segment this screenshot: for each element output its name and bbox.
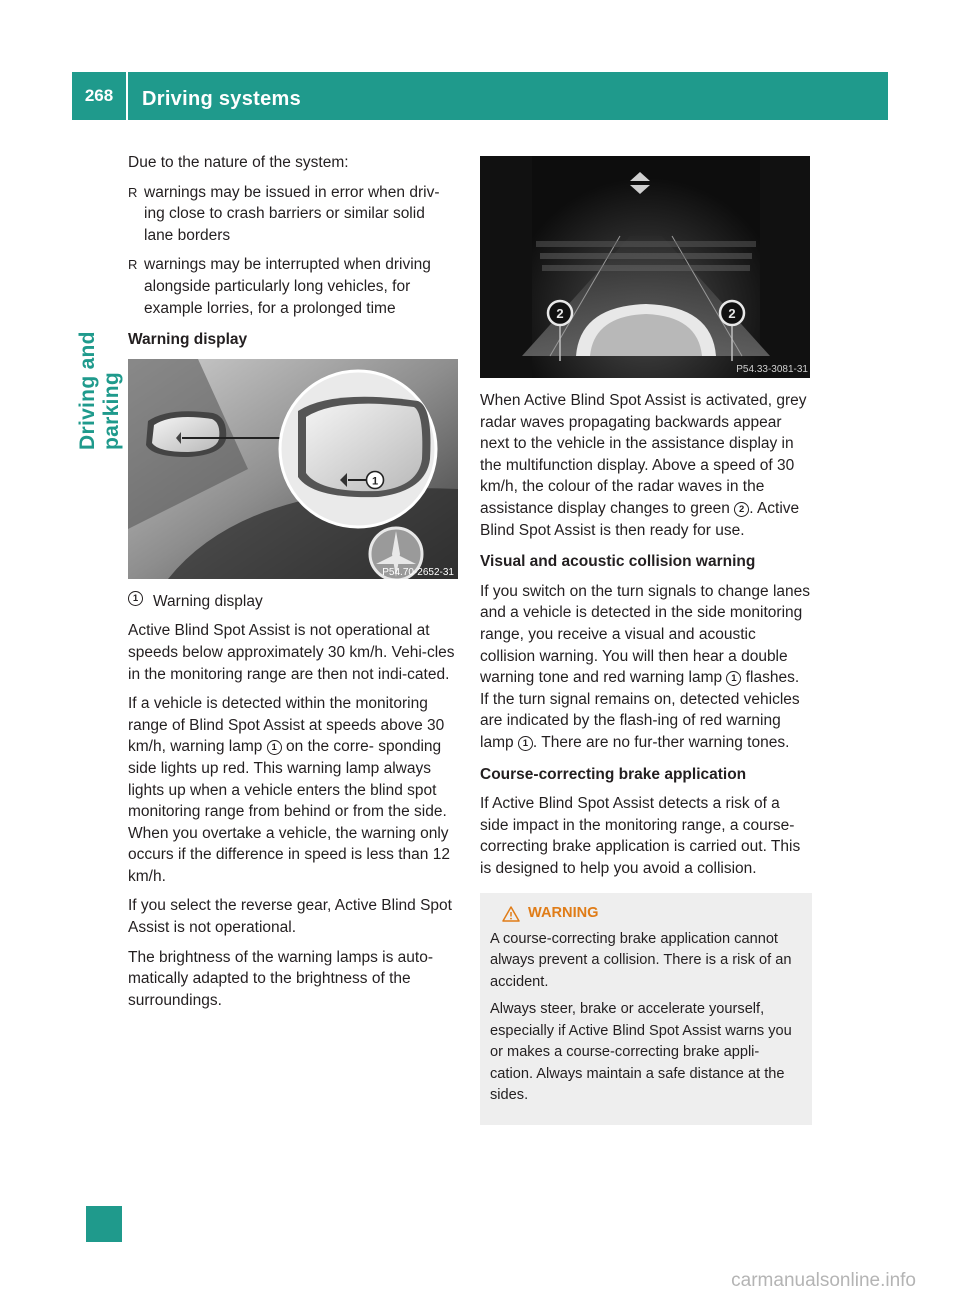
figure1-callout: 1 xyxy=(371,475,379,488)
paragraph-text: If you switch on the turn signals to change lanes and a vehicle is detected in the side monitoring range, you receive a visual and acoustic collision warning. You will then hear a double warning tone and red warning lamp xyxy=(480,582,811,687)
bullet-text: warnings may be interrupted when driving alongside particularly long vehicles, for example lorries, for a prolonged time xyxy=(144,256,431,317)
callout-number: 1 xyxy=(128,591,143,606)
mirror-figure xyxy=(128,359,458,579)
page-number: 268 xyxy=(84,86,114,105)
intro-text: Due to the nature of the system: xyxy=(128,154,349,171)
page-header xyxy=(72,72,888,120)
warning-text: A course-correcting brake application cannot always prevent a collision. There is a risk of an accident. xyxy=(490,930,792,990)
display-figure xyxy=(480,156,810,378)
paragraph-text: . Active Blind Spot Assist is then ready for use. xyxy=(480,499,800,539)
right-column xyxy=(480,152,812,1125)
bullet-item xyxy=(128,182,458,247)
paragraph xyxy=(480,390,812,541)
figure2-callout-left: 2 xyxy=(556,306,564,321)
figure2-callout-right: 2 xyxy=(728,306,736,321)
figure1-code: P54.70-2652-31 xyxy=(382,566,454,578)
warning-title: WARNING xyxy=(528,905,599,922)
callout-number: 1 xyxy=(726,671,741,686)
warning-display-heading: Warning display xyxy=(128,331,248,349)
warning-triangle-icon xyxy=(502,906,520,922)
warning-text: Always steer, brake or accelerate yourself, especially if Active Blind Spot Assist warns you or makes a course-correcting brake appli-cation. Always maintain a safe distance at the sides. xyxy=(490,1001,792,1104)
warning-header xyxy=(490,903,802,925)
brake-application-heading: Course-correcting brake application xyxy=(480,765,747,783)
paragraph-text: . There are no fur-ther warning tones. xyxy=(532,733,790,751)
bullet-marker: R xyxy=(128,184,138,200)
paragraph-text: sponding side lights up red. This warning lamp always lights up when a vehicle enters the blind spot monitoring range from behind or from the side. When you overtake a vehicle, the warning only occurs if the difference in speed is less than 12 km/h. xyxy=(128,738,450,885)
page-title: Driving systems xyxy=(142,88,302,110)
bullet-text: warnings may be issued in error when driv-ing close to crash barriers or similar solid lane borders xyxy=(144,183,440,244)
section-label: Driving and parking xyxy=(76,331,123,450)
bullet-item xyxy=(128,254,458,319)
paragraph-text: If a vehicle is detected within the monitoring range of Blind Spot Assist at speeds above 30 km/h, warning lamp xyxy=(128,695,445,756)
callout-number: 2 xyxy=(734,502,749,517)
paragraph-text: on the corre- xyxy=(286,738,374,756)
warning-box xyxy=(480,893,812,1125)
section-marker xyxy=(86,1206,122,1242)
caption-text: Warning display xyxy=(153,592,263,610)
paragraph xyxy=(128,693,458,887)
paragraph: Active Blind Spot Assist is not operational at speeds below approximately 30 km/h. Vehi-cles in the monitoring range are then not indi-cated. xyxy=(128,622,455,683)
mirror-illustration xyxy=(128,359,458,579)
paragraph-text: When Active Blind Spot Assist is activated, grey radar waves propagating backwards appear next to the vehicle in the assistance display in the multifunction display. Above a speed of 30 km/h, the colour of the radar waves in the assistance display changes to green xyxy=(480,392,807,517)
header-divider xyxy=(126,72,128,120)
collision-warning-heading: Visual and acoustic collision warning xyxy=(480,553,756,571)
paragraph xyxy=(480,581,812,754)
watermark: carmanualsonline.info xyxy=(731,1270,916,1291)
figure2-code: P54.33-3081-31 xyxy=(736,364,808,375)
assistance-display-illustration xyxy=(480,156,810,378)
bullet-marker: R xyxy=(128,257,138,273)
paragraph: If you select the reverse gear, Active Blind Spot Assist is not operational. xyxy=(128,897,452,937)
left-column xyxy=(128,152,458,1019)
figure-caption xyxy=(128,591,458,613)
callout-number: 1 xyxy=(518,736,533,751)
paragraph: The brightness of the warning lamps is auto-matically adapted to the brightness of the surroundings. xyxy=(128,948,433,1009)
side-tab xyxy=(72,120,124,1242)
paragraph: If Active Blind Spot Assist detects a risk of a side impact in the monitoring range, a course-correcting brake application is carried out. This is designed to help you avoid a collision. xyxy=(480,795,801,877)
paragraph-text: flashes. If the turn signal remains on, detected vehicles are indicated by the flash-ing of red warning lamp xyxy=(480,669,800,751)
callout-number: 1 xyxy=(267,740,282,755)
